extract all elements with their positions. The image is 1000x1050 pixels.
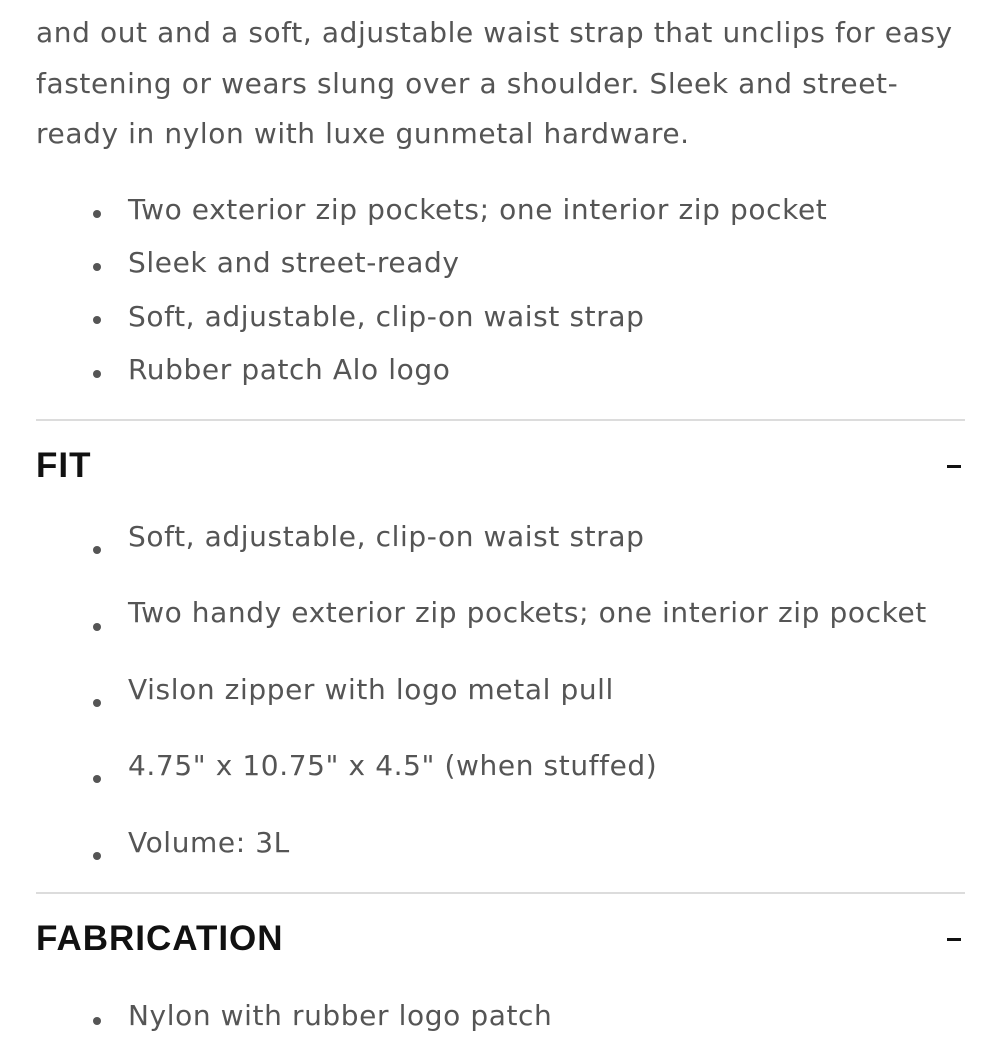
fit-collapse-button[interactable] bbox=[925, 441, 965, 491]
list-item-text: Vislon zipper with logo metal pull bbox=[128, 672, 614, 706]
list-item bbox=[36, 740, 986, 816]
bullet-dot-icon bbox=[93, 546, 101, 554]
list-item bbox=[36, 817, 986, 893]
fit-section-header[interactable] bbox=[36, 441, 965, 491]
bullet-dot-icon bbox=[93, 263, 101, 271]
list-item-text: Soft, adjustable, clip-on waist strap bbox=[128, 299, 645, 333]
list-item-text: Sleek and street-ready bbox=[128, 246, 460, 280]
fabrication-bullet-list bbox=[36, 990, 986, 1050]
list-item bbox=[36, 346, 986, 399]
list-item-text: Rubber patch Alo logo bbox=[128, 352, 451, 386]
bullet-dot-icon bbox=[93, 623, 101, 631]
section-divider bbox=[36, 892, 965, 894]
bullet-dot-icon bbox=[93, 775, 101, 783]
description-bullet-list bbox=[36, 186, 986, 399]
list-item-text: 4.75" x 10.75" x 4.5" (when stuffed) bbox=[128, 749, 658, 783]
fit-bullet-list bbox=[36, 511, 986, 893]
bullet-dot-icon bbox=[93, 210, 101, 218]
list-item bbox=[36, 511, 986, 587]
description-paragraph: and out and a soft, adjustable waist strap that unclips for easy fastening or wears slung over a shoulder. Sleek and street-ready in nylon with luxe gunmetal hardware. bbox=[36, 16, 953, 150]
section-divider bbox=[36, 419, 965, 421]
bullet-dot-icon bbox=[93, 1017, 101, 1025]
fabrication-section-header[interactable] bbox=[36, 914, 965, 964]
list-item-text: Volume: 3L bbox=[128, 825, 290, 859]
list-item bbox=[36, 186, 986, 239]
list-item bbox=[36, 293, 986, 346]
list-item bbox=[36, 664, 986, 740]
fit-section-title: FIT bbox=[36, 446, 92, 485]
list-item-text: Two handy exterior zip pockets; one interior zip pocket bbox=[128, 596, 927, 630]
fabrication-section-title: FABRICATION bbox=[36, 919, 284, 958]
list-item-text: Nylon with rubber logo patch bbox=[128, 999, 553, 1032]
list-item bbox=[36, 587, 986, 663]
bullet-dot-icon bbox=[93, 852, 101, 860]
list-item-text: Two exterior zip pockets; one interior zip pocket bbox=[128, 193, 828, 226]
bullet-dot-icon bbox=[93, 316, 101, 324]
list-item bbox=[36, 239, 986, 292]
list-item bbox=[36, 990, 986, 1050]
list-item-text: Soft, adjustable, clip-on waist strap bbox=[128, 520, 645, 553]
minus-icon bbox=[947, 465, 961, 468]
minus-icon bbox=[947, 938, 961, 941]
fabrication-collapse-button[interactable] bbox=[925, 914, 965, 964]
bullet-dot-icon bbox=[93, 370, 101, 378]
bullet-dot-icon bbox=[93, 699, 101, 707]
